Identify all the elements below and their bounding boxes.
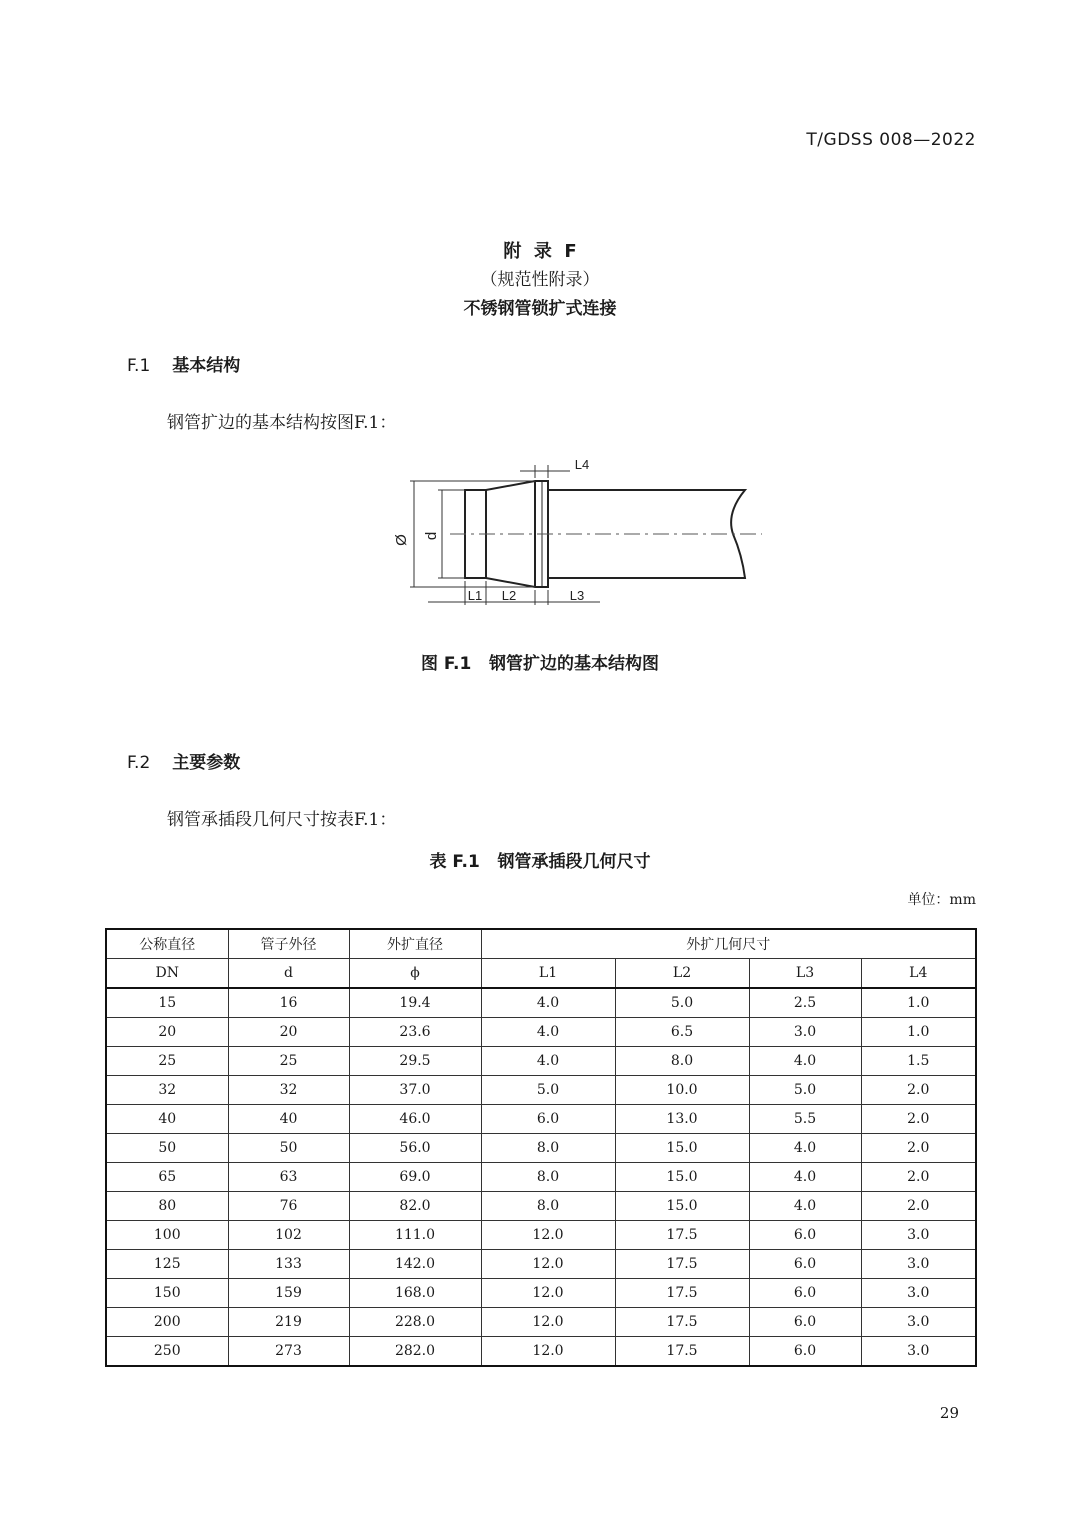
table-cell: 15.0 xyxy=(615,1192,749,1221)
header-dn-top: 公称直径 xyxy=(106,929,228,959)
table-caption: 表 F.1 钢管承插段几何尺寸 xyxy=(429,852,651,872)
table-cell: 12.0 xyxy=(481,1221,615,1250)
table-cell: 8.0 xyxy=(481,1192,615,1221)
table-cell: 19.4 xyxy=(349,988,481,1018)
dimensions-table xyxy=(105,928,977,1367)
table-cell: 125 xyxy=(106,1250,228,1279)
appendix-subtitle: （规范性附录） xyxy=(480,270,600,290)
table-cell: 16 xyxy=(228,988,349,1018)
table-cell: 4.0 xyxy=(749,1047,861,1076)
header-l3: L3 xyxy=(749,959,861,989)
table-row xyxy=(106,1076,976,1105)
section-title: 基本结构 xyxy=(172,356,241,376)
table-cell: 40 xyxy=(106,1105,228,1134)
table-cell: 150 xyxy=(106,1279,228,1308)
table-cell: 2.0 xyxy=(861,1134,976,1163)
table-cell: 168.0 xyxy=(349,1279,481,1308)
header-ext-bottom: ϕ xyxy=(349,959,481,989)
table-cell: 5.0 xyxy=(481,1076,615,1105)
table-cell: 6.0 xyxy=(749,1250,861,1279)
table-cell: 17.5 xyxy=(615,1337,749,1367)
table-cell: 4.0 xyxy=(481,988,615,1018)
table-cell: 1.0 xyxy=(861,1018,976,1047)
table-cell: 4.0 xyxy=(481,1018,615,1047)
section-heading-f1 xyxy=(127,351,240,376)
table-cell: 4.0 xyxy=(749,1192,861,1221)
table-cell: 40 xyxy=(228,1105,349,1134)
table-cell: 12.0 xyxy=(481,1250,615,1279)
table-row xyxy=(106,1221,976,1250)
table-cell: 3.0 xyxy=(861,1221,976,1250)
table-cell: 3.0 xyxy=(749,1018,861,1047)
standard-code: T/GDSS 008—2022 xyxy=(806,130,976,150)
table-cell: 5.0 xyxy=(615,988,749,1018)
table-cell: 20 xyxy=(106,1018,228,1047)
table-cell: 82.0 xyxy=(349,1192,481,1221)
section-number: F.1 xyxy=(127,356,151,376)
table-cell: 6.5 xyxy=(615,1018,749,1047)
table-cell: 2.0 xyxy=(861,1163,976,1192)
table-cell: 228.0 xyxy=(349,1308,481,1337)
table-cell: 17.5 xyxy=(615,1308,749,1337)
table-cell: 3.0 xyxy=(861,1250,976,1279)
table-cell: 3.0 xyxy=(861,1308,976,1337)
table-cell: 4.0 xyxy=(481,1047,615,1076)
table-row xyxy=(106,1279,976,1308)
table-cell: 25 xyxy=(106,1047,228,1076)
table-cell: 2.5 xyxy=(749,988,861,1018)
l1-label: L1 xyxy=(467,588,483,603)
table-cell: 6.0 xyxy=(481,1105,615,1134)
table-cell: 13.0 xyxy=(615,1105,749,1134)
figure-caption: 图 F.1 钢管扩边的基本结构图 xyxy=(420,654,660,674)
table-cell: 6.0 xyxy=(749,1308,861,1337)
table-cell: 3.0 xyxy=(861,1279,976,1308)
table-cell: 63 xyxy=(228,1163,349,1192)
table-row xyxy=(106,1018,976,1047)
table-cell: 50 xyxy=(106,1134,228,1163)
table-cell: 12.0 xyxy=(481,1337,615,1367)
table-cell: 142.0 xyxy=(349,1250,481,1279)
table-cell: 50 xyxy=(228,1134,349,1163)
table-cell: 6.0 xyxy=(749,1221,861,1250)
table-cell: 12.0 xyxy=(481,1279,615,1308)
table-row xyxy=(106,1047,976,1076)
table-cell: 4.0 xyxy=(749,1134,861,1163)
table-cell: 5.0 xyxy=(749,1076,861,1105)
table-row xyxy=(106,1163,976,1192)
header-l1: L1 xyxy=(481,959,615,989)
table-cell: 6.0 xyxy=(749,1337,861,1367)
table-cell: 32 xyxy=(228,1076,349,1105)
l3-label: L3 xyxy=(569,588,585,603)
l4-label: L4 xyxy=(574,457,590,472)
table-cell: 1.5 xyxy=(861,1047,976,1076)
table-row xyxy=(106,1192,976,1221)
header-od-bottom: d xyxy=(228,959,349,989)
table-cell: 32 xyxy=(106,1076,228,1105)
paragraph-parameters: 钢管承插段几何尺寸按表F.1： xyxy=(167,810,397,830)
table-cell: 102 xyxy=(228,1221,349,1250)
table-cell: 29.5 xyxy=(349,1047,481,1076)
table-cell: 17.5 xyxy=(615,1250,749,1279)
table-cell: 2.0 xyxy=(861,1192,976,1221)
header-dn-bottom: DN xyxy=(106,959,228,989)
table-cell: 111.0 xyxy=(349,1221,481,1250)
table-cell: 69.0 xyxy=(349,1163,481,1192)
table-row xyxy=(106,1337,976,1367)
table-cell: 273 xyxy=(228,1337,349,1367)
appendix-name: 不锈钢管锁扩式连接 xyxy=(463,299,617,319)
table-cell: 15 xyxy=(106,988,228,1018)
table-header-row xyxy=(106,929,976,959)
table-cell: 17.5 xyxy=(615,1279,749,1308)
header-ext-top: 外扩直径 xyxy=(349,929,481,959)
table-row xyxy=(106,1250,976,1279)
table-cell: 219 xyxy=(228,1308,349,1337)
table-cell: 15.0 xyxy=(615,1134,749,1163)
table-cell: 17.5 xyxy=(615,1221,749,1250)
header-od-top: 管子外径 xyxy=(228,929,349,959)
header-l4: L4 xyxy=(861,959,976,989)
table-cell: 56.0 xyxy=(349,1134,481,1163)
table-cell: 1.0 xyxy=(861,988,976,1018)
table-cell: 12.0 xyxy=(481,1308,615,1337)
table-row xyxy=(106,1308,976,1337)
header-geometry: 外扩几何尺寸 xyxy=(481,929,976,959)
table-cell: 10.0 xyxy=(615,1076,749,1105)
section-title: 主要参数 xyxy=(172,753,241,773)
appendix-title: 附 录 F xyxy=(503,241,577,262)
unit-label: 单位：mm xyxy=(907,892,976,908)
table-cell: 8.0 xyxy=(615,1047,749,1076)
table-cell: 80 xyxy=(106,1192,228,1221)
table-cell: 250 xyxy=(106,1337,228,1367)
table-cell: 8.0 xyxy=(481,1134,615,1163)
section-heading-f2 xyxy=(127,748,240,773)
table-row xyxy=(106,988,976,1018)
table-cell: 15.0 xyxy=(615,1163,749,1192)
page-number: 29 xyxy=(939,1404,959,1422)
table-cell: 46.0 xyxy=(349,1105,481,1134)
table-cell: 2.0 xyxy=(861,1105,976,1134)
phi-label: Ø xyxy=(393,534,410,546)
table-header-row xyxy=(106,959,976,989)
table-cell: 4.0 xyxy=(749,1163,861,1192)
table-cell: 100 xyxy=(106,1221,228,1250)
table-cell: 3.0 xyxy=(861,1337,976,1367)
table-cell: 65 xyxy=(106,1163,228,1192)
table-cell: 282.0 xyxy=(349,1337,481,1367)
table-cell: 8.0 xyxy=(481,1163,615,1192)
l2-label: L2 xyxy=(501,588,517,603)
table-cell: 133 xyxy=(228,1250,349,1279)
pipe-flare-diagram xyxy=(390,445,780,625)
table-cell: 76 xyxy=(228,1192,349,1221)
table-cell: 23.6 xyxy=(349,1018,481,1047)
paragraph-structure: 钢管扩边的基本结构按图F.1： xyxy=(167,413,397,433)
table-cell: 159 xyxy=(228,1279,349,1308)
table-row xyxy=(106,1105,976,1134)
table-cell: 25 xyxy=(228,1047,349,1076)
table-cell: 37.0 xyxy=(349,1076,481,1105)
d-label: d xyxy=(423,531,440,541)
table-cell: 20 xyxy=(228,1018,349,1047)
section-number: F.2 xyxy=(127,753,151,773)
table-row xyxy=(106,1134,976,1163)
table-cell: 200 xyxy=(106,1308,228,1337)
table-cell: 6.0 xyxy=(749,1279,861,1308)
header-l2: L2 xyxy=(615,959,749,989)
table-cell: 2.0 xyxy=(861,1076,976,1105)
table-cell: 5.5 xyxy=(749,1105,861,1134)
